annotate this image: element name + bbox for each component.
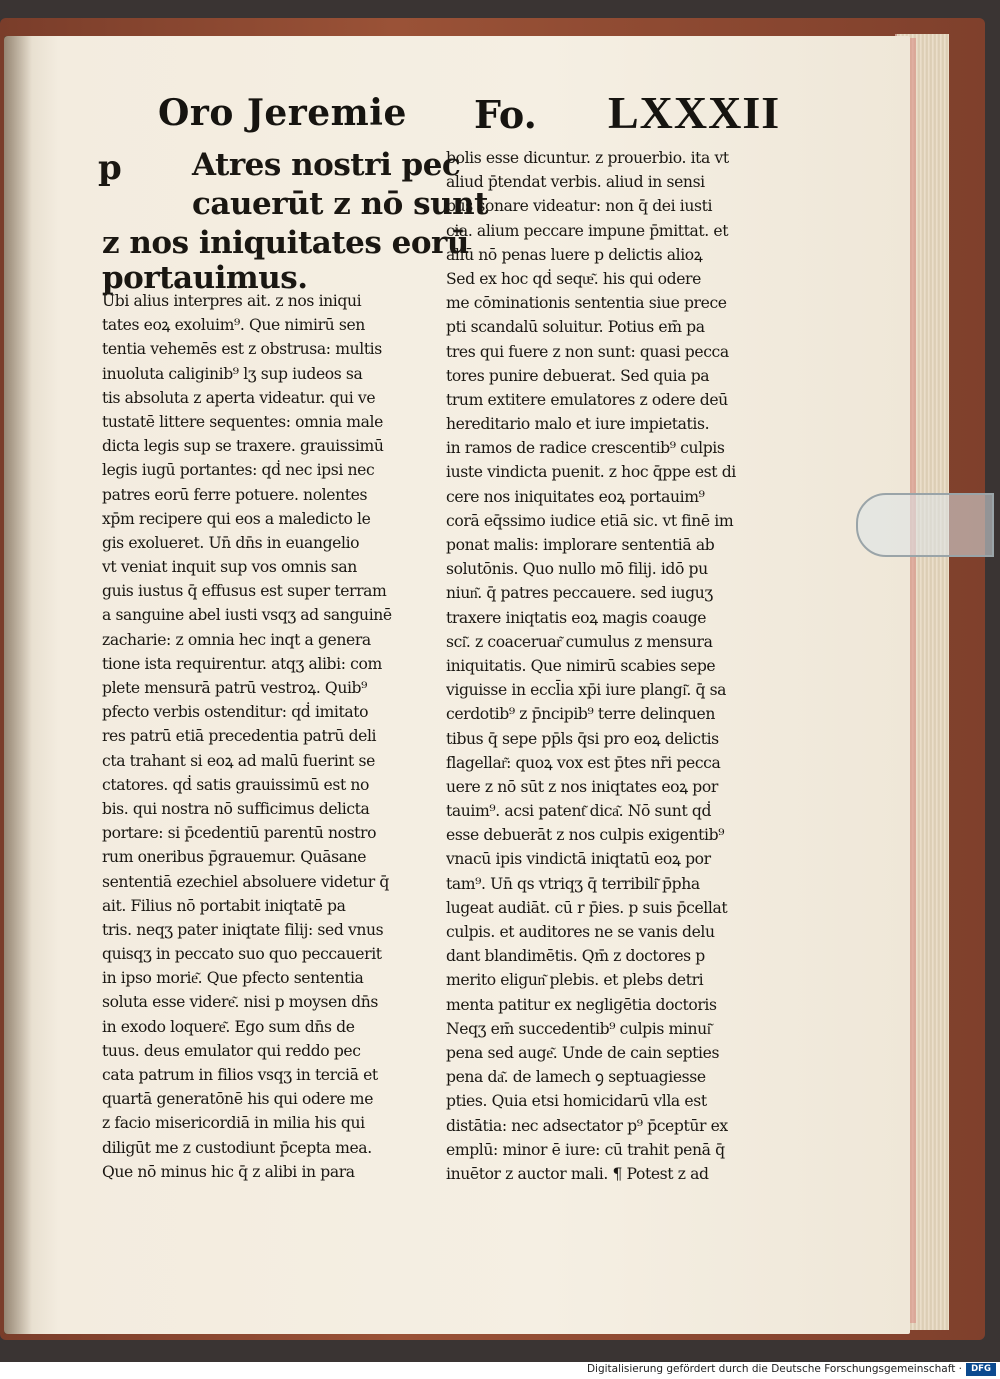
text-line: sententiā ezechiel absoluere videtur q̄	[102, 872, 390, 891]
text-line: dant blandimētis. Qm̄ z doctores p	[446, 947, 705, 966]
page-clip	[856, 493, 994, 557]
spine-shadow	[4, 36, 32, 1334]
text-line: gis exolueret. Un̄ dn̄s in euangelio	[102, 533, 360, 552]
left-column	[98, 146, 488, 1184]
digitization-credit: Digitalisierung gefördert durch die Deutsche Forschungsgemeinschaft ·	[586, 1363, 962, 1375]
left-text-block	[102, 289, 432, 1184]
text-line: tibus q̄ sepe pp̄ls q̄si pro eoꝝ delictis	[446, 729, 719, 748]
text-line: iniquitatis. Que nimirū scabies sepe	[446, 656, 716, 675]
text-line: portare: si p̄cedentiū parentū nostro	[102, 824, 377, 843]
text-line: res patrū etiā precedentia patrū deli	[102, 727, 377, 746]
text-line: in exodo loquere͂. Ego sum dn̄s de	[102, 1017, 355, 1036]
text-line: cere nos iniquitates eoꝝ portauim⁹	[446, 487, 705, 506]
text-line: merito eligun͂ plebis. et plebs detri	[446, 971, 704, 990]
text-line: cerdotib⁹ z p̄ncipib⁹ terre delinquen	[446, 705, 716, 724]
text-line: bus sonare videatur: non q̄ dei iusti	[446, 197, 713, 216]
text-line: pti scandalū soluitur. Potius em̄ pa	[446, 318, 705, 337]
text-line: Sed ex hoc qḋ seqᵫ͂. his qui odere	[446, 269, 701, 288]
text-line: niun͂. q̄ patres peccauere. sed iuguʒ	[446, 584, 713, 603]
text-line: ctatores. qḋ satis grauissimū est no	[102, 775, 370, 794]
heading-line: portauimus.	[102, 260, 308, 296]
text-line: traxere iniqtatis eoꝝ magis coauge	[446, 608, 707, 627]
text-line: soluta esse videre͂. nisi p moysen dn̄s	[102, 993, 379, 1012]
text-line: plete mensurā patrū vestroꝝ. Quib⁹	[102, 679, 367, 697]
text-line: flagellar͂: quoꝝ vox est p̄tes nr̄i pecca	[446, 753, 721, 772]
text-line: legis iugū portantes: qḋ nec ipsi nec	[102, 461, 375, 480]
text-line: tris. neqʒ pater iniqtate filij: sed vnus	[102, 920, 384, 939]
text-line: solutōnis. Quo nullo mō filij. idō pu	[446, 560, 708, 579]
text-line: corā eq̄ssimo iudice etiā sic. vt finē im	[446, 511, 734, 530]
text-line: guis iustus q̄ effusus est super terram	[102, 582, 387, 601]
text-line: aliud p̄tendat verbis. aliud in sensi	[446, 173, 705, 192]
right-column	[446, 146, 776, 1186]
text-line: diligūt me z custodiunt p̄cepta mea.	[102, 1138, 372, 1157]
text-line: viguisse in eccl̄ia xp̄i iure plangi͂. q̄ sa	[446, 681, 727, 700]
heading-line: cauerūt z nō sunt	[192, 186, 488, 222]
folio-number: LXXXII	[608, 87, 781, 138]
text-line: in ipso morie͂. Que pfecto sententia	[102, 969, 364, 988]
text-line: pties. Quia etsi homicidarū vlla est	[446, 1092, 707, 1111]
text-line: hereditario malo et iure impietatis.	[446, 415, 710, 434]
text-line: inuoluta caliginib⁹ lʒ sup iudeos sa	[102, 364, 363, 383]
text-line: cata patrum in filios vsqʒ in terciā et	[102, 1066, 378, 1084]
heading-line: z nos iniquitates eorū	[102, 225, 469, 261]
text-line: uere z nō sūt z nos iniqtates eoꝝ por	[446, 777, 718, 796]
page-edge-tint	[910, 38, 916, 1323]
text-line: Ubi alius interpres ait. z nos iniqui	[102, 292, 362, 310]
text-line: quartā generatōnē his qui odere me	[102, 1090, 374, 1109]
text-line: rum oneribus p̄grauemur. Quāsane	[102, 848, 367, 867]
text-line: iuste vindicta puenit. z hoc q̄ppe est di	[446, 463, 736, 482]
text-line: Que nō minus hic q̄ z alibi in para	[102, 1162, 355, 1181]
text-line: tres qui fuere z non sunt: quasi pecca	[446, 342, 729, 361]
text-line: xp̄m recipere qui eos a maledicto le	[102, 509, 371, 528]
text-line: aliū nō penas luere p delictis alioꝝ	[446, 245, 703, 264]
text-line: me cōminationis sententia siue prece	[446, 294, 727, 313]
text-line: inuētor z auctor mali. ¶ Potest z ad	[446, 1164, 709, 1183]
text-line: pena da͂. de lamech ꝯ septuagiesse	[446, 1068, 706, 1087]
text-line: tis absoluta z aperta videatur. qui ve	[102, 388, 376, 407]
text-line: culpis. et auditores ne se vanis delu	[446, 923, 715, 941]
text-line: in ramos de radice crescentib⁹ culpis	[446, 439, 725, 458]
text-line: lugeat audiāt. cū r p̄ies. p suis p̄cellat	[446, 898, 728, 917]
text-line: dicta legis sup se traxere. grauissimū	[102, 437, 384, 456]
text-line: ait. Filius nō portabit iniqtatē pa	[102, 896, 346, 915]
text-line: quisqʒ in peccato suo quo peccauerit	[102, 945, 382, 964]
text-line: pfecto verbis ostenditur: qḋ imitato	[102, 703, 369, 722]
text-line: menta patitur ex negligētia doctoris	[446, 995, 717, 1014]
text-line: a sanguine abel iusti vsqʒ ad sanguinē	[102, 606, 392, 625]
text-line: emplū: minor ē iure: cū trahit penā q̄	[446, 1140, 725, 1159]
text-line: tustatē littere sequentes: omnia male	[102, 412, 383, 431]
initial-letter: p	[98, 148, 122, 188]
text-line: patres eorū ferre potuere. nolentes	[102, 485, 368, 504]
text-line: z facio misericordiā in milia his qui	[102, 1114, 365, 1133]
text-line: tauim⁹. acsi patent͂ dica͂. Nō sunt qḋ	[446, 802, 712, 821]
text-line: tores punire debuerat. Sed quia pa	[446, 366, 710, 385]
dfg-logo: DFG	[966, 1363, 996, 1376]
text-line: tione ista requirentur. atqʒ alibi: com	[102, 654, 382, 673]
text-line: trum extitere emulatores z odere deū	[446, 390, 728, 409]
heading-line: Atres nostri pec	[192, 147, 461, 183]
text-line: bolis esse dicuntur. z prouerbio. ita vt	[446, 149, 729, 167]
folio-label: Fo.	[474, 92, 537, 137]
right-text-block	[446, 146, 776, 1186]
running-head: Oro Jeremie	[158, 92, 407, 134]
text-line: distātia: nec adsectator p⁹ p̄ceptūr ex	[446, 1116, 728, 1135]
text-line: vt veniat inquit sup vos omnis san	[102, 558, 357, 577]
text-line: tam⁹. Un̄ qs vtriqʒ q̄ terribili͂ p̄pha	[446, 874, 700, 893]
text-line: ponat malis: implorare sententiā ab	[446, 536, 715, 554]
text-line: tentia vehemēs est z obstrusa: multis	[102, 340, 382, 359]
text-line: sci͂. z coaceruar͂ cumulus z mensura	[446, 632, 713, 651]
text-line: bis. qui nostra nō sufficimus delicta	[102, 799, 370, 818]
text-line: vnacū ipis vindictā iniqtatū eoꝝ por	[446, 850, 711, 869]
text-line: cia. alium peccare impune p̄mittat. et	[446, 221, 729, 240]
text-line: tates eoꝝ exoluim⁹. Que nimirū sen	[102, 316, 365, 335]
text-line: esse debuerāt z nos culpis exigentib⁹	[446, 826, 725, 845]
text-line: zacharie: z omnia hec inqt a genera	[102, 630, 371, 649]
text-line: Neqʒ em̄ succedentib⁹ culpis minui͂	[446, 1019, 711, 1038]
text-line: tuus. deus emulator qui reddo pec	[102, 1041, 361, 1060]
text-line: pena sed auge͂. Unde de cain septies	[446, 1043, 720, 1062]
text-line: cta trahant si eoꝝ ad malū fuerint se	[102, 751, 375, 770]
